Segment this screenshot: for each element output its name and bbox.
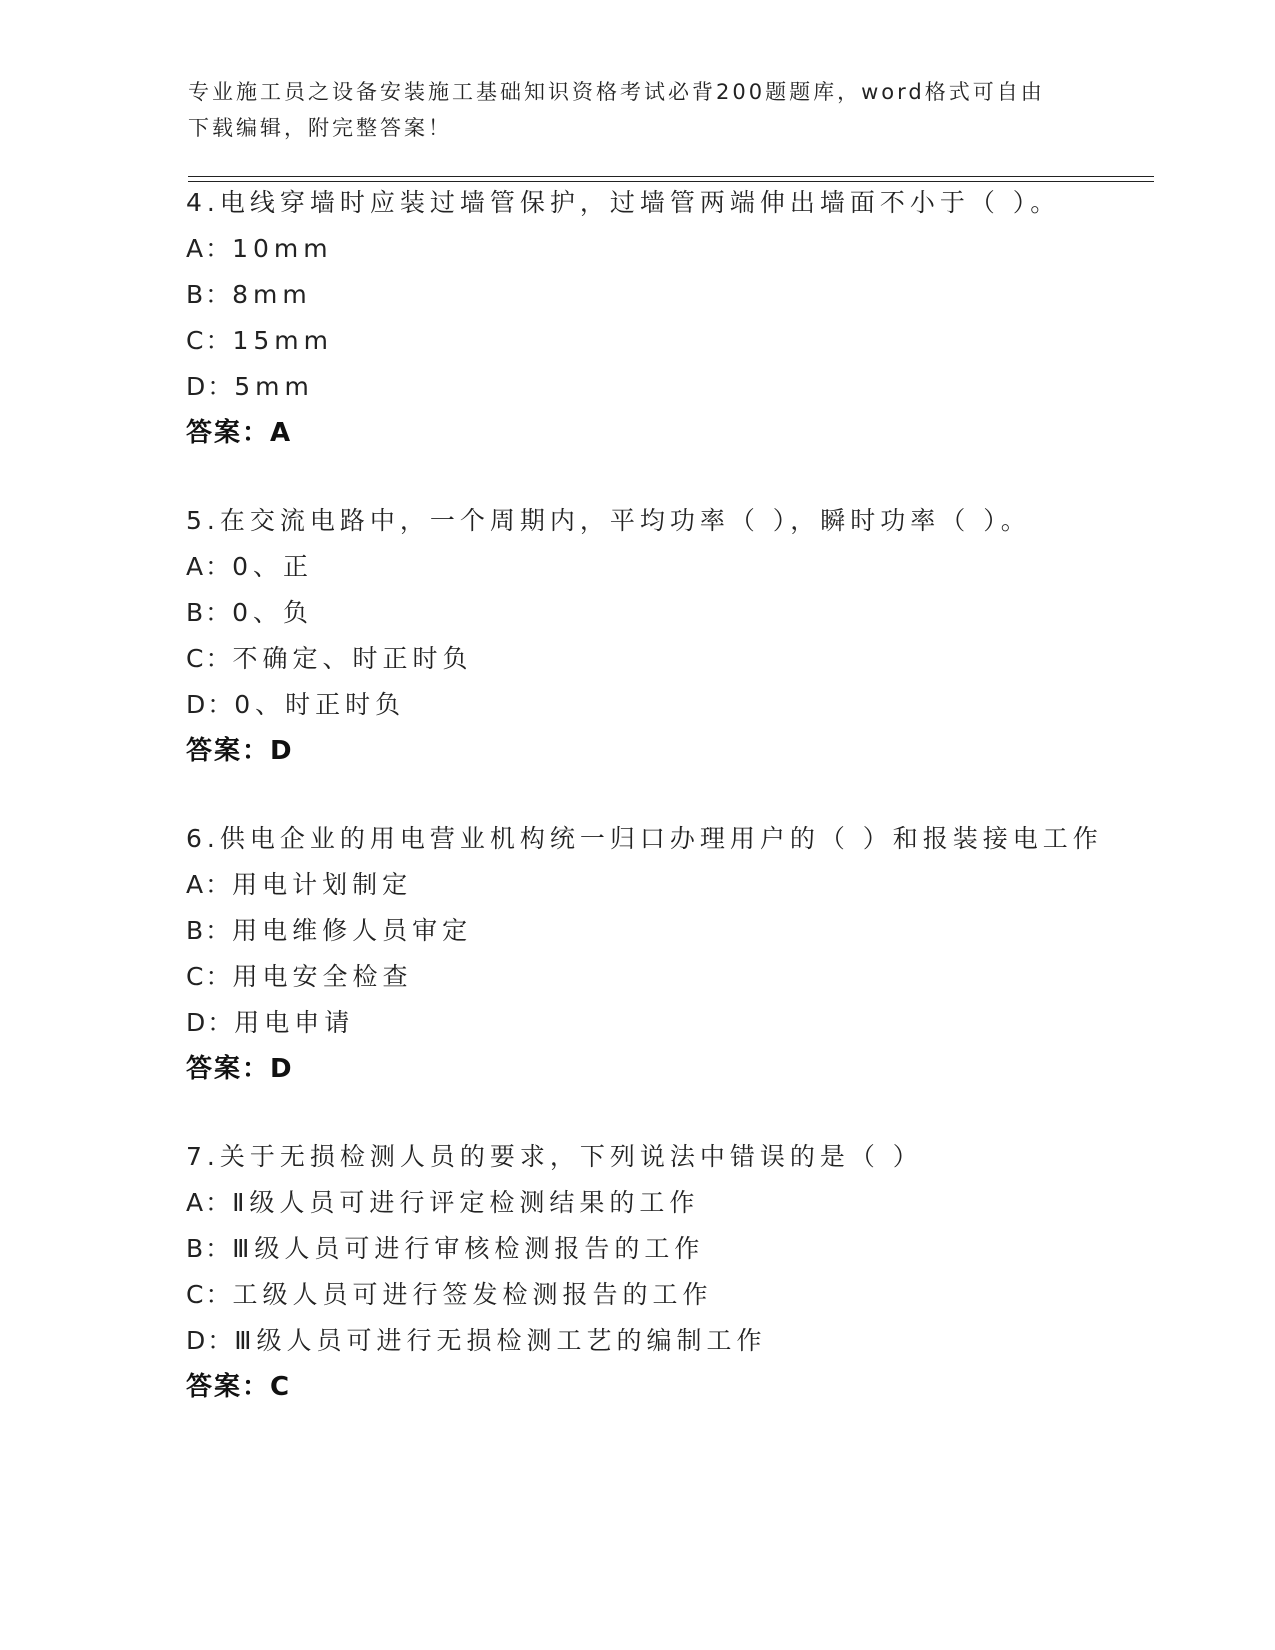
option-b: [186, 590, 1166, 636]
option-text: Ⅱ级人员可进行评定检测结果的工作: [232, 1188, 700, 1217]
option-letter: D：: [186, 1326, 235, 1355]
question-stem: 6.供电企业的用电营业机构统一归口办理用户的（ ）和报装接电工作: [186, 824, 1103, 853]
option-d: [186, 364, 1166, 410]
option-text: 用电安全检查: [232, 962, 413, 991]
option-text: Ⅲ级人员可进行审核检测报告的工作: [232, 1234, 705, 1263]
option-text: 0、负: [232, 598, 314, 627]
option-letter: D：: [186, 372, 235, 401]
option-text: 用电申请: [234, 1008, 355, 1037]
option-letter: D：: [186, 690, 235, 719]
question-block: [186, 498, 1166, 774]
question-block: [186, 180, 1166, 456]
option-text: 10mm: [232, 234, 333, 263]
question-stem: 4.电线穿墙时应装过墙管保护，过墙管两端伸出墙面不小于（ ）。: [186, 188, 1061, 217]
option-text: 0、正: [232, 552, 314, 581]
option-a: [186, 862, 1166, 908]
option-text: 工级人员可进行签发检测报告的工作: [232, 1280, 713, 1309]
option-c: [186, 1272, 1166, 1318]
option-text: 用电计划制定: [232, 870, 413, 899]
option-text: Ⅲ级人员可进行无损检测工艺的编制工作: [234, 1326, 767, 1355]
option-a: [186, 1180, 1166, 1226]
option-letter: C：: [186, 644, 233, 673]
question-block: [186, 816, 1166, 1092]
answer-line: 答案：D: [186, 736, 294, 766]
option-letter: A：: [186, 870, 233, 899]
option-text: 8mm: [232, 280, 312, 309]
option-letter: B：: [186, 280, 233, 309]
option-letter: D：: [186, 1008, 235, 1037]
option-c: [186, 636, 1166, 682]
header-line-2: 下载编辑，附完整答案！: [188, 116, 452, 140]
option-letter: A：: [186, 234, 233, 263]
option-d: [186, 1000, 1166, 1046]
option-c: [186, 954, 1166, 1000]
option-text: 5mm: [234, 372, 314, 401]
option-letter: C：: [186, 1280, 233, 1309]
option-text: 15mm: [232, 326, 333, 355]
option-b: [186, 908, 1166, 954]
option-d: [186, 1318, 1166, 1364]
option-b: [186, 1226, 1166, 1272]
option-letter: A：: [186, 552, 233, 581]
option-a: [186, 226, 1166, 272]
option-b: [186, 272, 1166, 318]
document-header: [188, 74, 1088, 146]
option-a: [186, 544, 1166, 590]
option-letter: B：: [186, 916, 233, 945]
answer-line: 答案：C: [186, 1372, 292, 1402]
question-stem: 5.在交流电路中，一个周期内，平均功率（ ），瞬时功率（ ）。: [186, 506, 1031, 535]
answer-line: 答案：A: [186, 418, 293, 448]
option-letter: C：: [186, 326, 233, 355]
option-letter: C：: [186, 962, 233, 991]
option-letter: B：: [186, 598, 233, 627]
option-text: 0、时正时负: [234, 690, 406, 719]
option-text: 用电维修人员审定: [232, 916, 473, 945]
option-letter: B：: [186, 1234, 233, 1263]
header-line-1: 专业施工员之设备安装施工基础知识资格考试必背200题题库，word格式可自由: [188, 80, 1045, 104]
answer-line: 答案：D: [186, 1054, 294, 1084]
option-text: 不确定、时正时负: [232, 644, 473, 673]
question-block: [186, 1134, 1166, 1410]
question-stem: 7.关于无损检测人员的要求，下列说法中错误的是（ ）: [186, 1142, 923, 1171]
option-c: [186, 318, 1166, 364]
option-d: [186, 682, 1166, 728]
option-letter: A：: [186, 1188, 233, 1217]
